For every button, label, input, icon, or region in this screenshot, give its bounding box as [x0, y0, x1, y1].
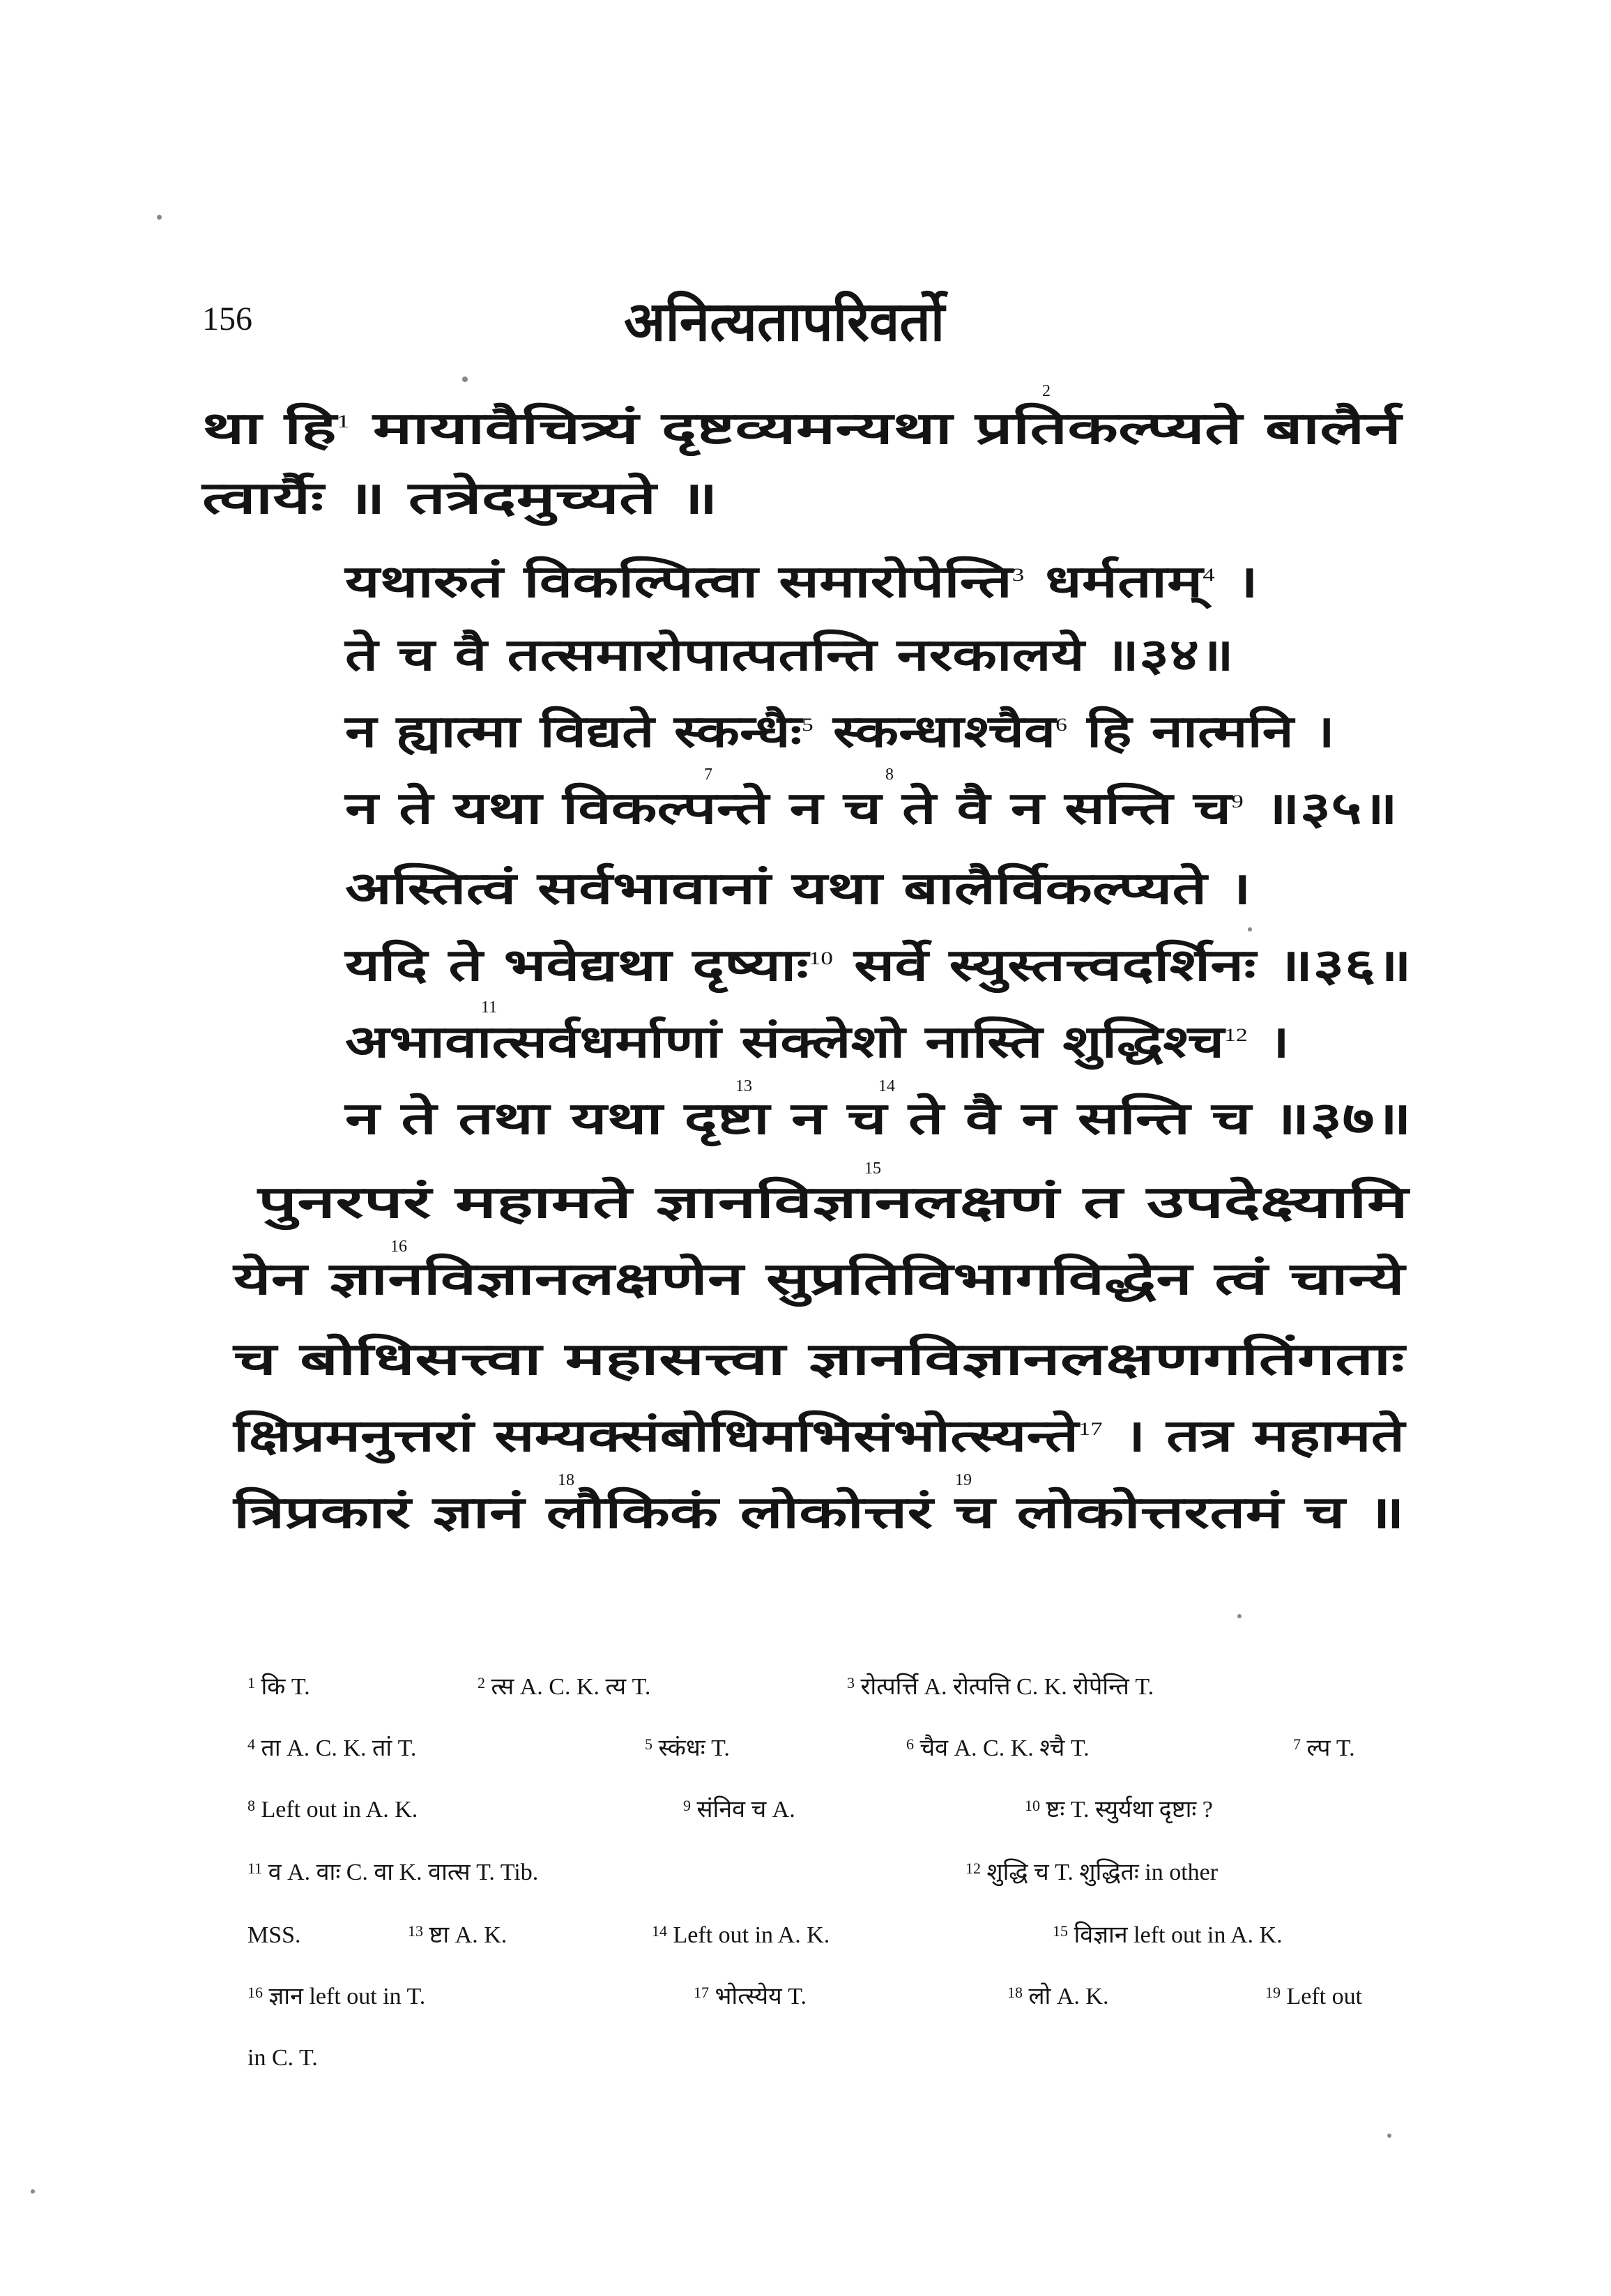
text-line: [202, 467, 718, 530]
footnote: [965, 1852, 1218, 1894]
footnote-number: 3: [847, 1674, 855, 1691]
footnote-marker: 9: [1231, 791, 1244, 812]
text-line: [234, 1482, 1405, 1544]
footnote-text: ल्प T.: [1301, 1735, 1355, 1761]
footnote-number: 17: [694, 1984, 709, 2001]
footnote-number: 9: [683, 1797, 691, 1814]
footnote-number: 6: [906, 1735, 914, 1753]
text-run: अस्तित्वं सर्वभावानां यथा बालैर्विकल्प्यते ।: [345, 863, 1251, 915]
text-run: स्कन्धाश्चैव: [813, 706, 1056, 758]
footnote-marker: 17: [1078, 1419, 1103, 1439]
text-run: ।: [1214, 556, 1258, 608]
footnote-number: 7: [1293, 1735, 1301, 1753]
footnote-text: Left out: [1281, 1984, 1363, 2009]
footnote-text: Left out in A. K.: [667, 1922, 830, 1948]
floating-footnote-marker: 8: [885, 766, 894, 784]
footnote-number: 10: [1025, 1797, 1040, 1814]
page-header: [202, 282, 1415, 359]
text-line: [345, 624, 1234, 687]
footnote: [906, 1728, 1090, 1770]
footnote-text: in C. T.: [247, 2045, 318, 2071]
footnote-number: 18: [1007, 1984, 1023, 2001]
footnote-text: विज्ञान left out in A. K.: [1068, 1922, 1283, 1948]
text-run: । तत्र महामते: [1102, 1411, 1405, 1462]
footnote: [1053, 1915, 1283, 1956]
footnote-text: व A. वाः C. वा K. वात्स T. Tib.: [262, 1860, 539, 1885]
footnote-marker: 1: [336, 411, 350, 432]
footnote-text: स्कंधः T.: [652, 1735, 730, 1761]
footnote: [408, 1915, 507, 1956]
footnote-text: ष्टा A. K.: [423, 1922, 507, 1948]
footnote-marker: 10: [808, 948, 833, 968]
footnote-text: कि T.: [255, 1674, 310, 1700]
footnote: [683, 1789, 795, 1831]
text-line: [345, 1088, 1412, 1150]
footnote: [1265, 1976, 1362, 2018]
footnote-text: चैव A. C. K. श्चै T.: [914, 1735, 1090, 1761]
footnote-row: [247, 1666, 1405, 1712]
footnote-row: [247, 1852, 1405, 1898]
ink-speck: [462, 377, 468, 382]
text-run: न ते तथा यथा दृष्टा न च ते वै न सन्ति च ॥३७॥: [345, 1093, 1412, 1145]
footnote-text: रोत्पर्त्ति A. रोत्पत्ति C. K. रोपेन्ति T.: [855, 1674, 1154, 1700]
floating-footnote-marker: 2: [1042, 382, 1051, 400]
footnote-text: लो A. K.: [1023, 1984, 1109, 2009]
footnote-marker: 5: [802, 715, 814, 735]
floating-footnote-marker: 19: [955, 1471, 972, 1489]
footnote: [1025, 1789, 1213, 1831]
footnote-row: [247, 1789, 1405, 1835]
footnote-number: 19: [1265, 1984, 1281, 2001]
footnote-text: संनिव च A.: [691, 1797, 795, 1823]
running-title: अनित्यतापरिवर्तो: [624, 290, 945, 353]
footnote-number: 4: [247, 1735, 255, 1753]
text-run: अभावात्सर्वधर्माणां संक्लेशो नास्ति शुद्धिश्च: [345, 1017, 1225, 1068]
text-line: [345, 551, 1258, 614]
footnote: [645, 1728, 730, 1770]
footnote: [247, 1852, 538, 1894]
footnote: [478, 1666, 650, 1708]
text-line: [234, 1328, 1405, 1391]
ink-speck: [31, 2189, 35, 2194]
floating-footnote-marker: 13: [735, 1077, 752, 1095]
text-run: था हि: [202, 403, 337, 455]
footnote: [694, 1976, 807, 2018]
footnote-marker: 6: [1055, 715, 1067, 735]
footnote-number: 8: [247, 1797, 255, 1814]
text-line: [345, 934, 1412, 997]
footnote: [247, 1976, 425, 2018]
footnote-marker: 3: [1011, 565, 1025, 585]
text-run: त्रिप्रकारं ज्ञानं लौकिकं लोकोत्तरं च लोकोत्तरतमं च ॥: [234, 1487, 1405, 1539]
text-line: [345, 1011, 1290, 1074]
footnote-row: [247, 1976, 1405, 2022]
footnote-number: 5: [645, 1735, 652, 1753]
footnote-text: Left out in A. K.: [255, 1797, 418, 1823]
floating-footnote-marker: 11: [481, 998, 498, 1017]
floating-footnote-marker: 18: [558, 1471, 574, 1489]
text-line: [258, 1171, 1408, 1234]
footnote-row: [247, 2037, 1405, 2083]
footnote: [1293, 1728, 1355, 1770]
text-run: ते च वै तत्समारोपात्पतन्ति नरकालये ॥३४॥: [345, 630, 1234, 681]
text-run: न ह्यात्मा विद्यते स्कन्धैः: [345, 706, 802, 758]
footnote-text: ता A. C. K. तां T.: [255, 1735, 417, 1761]
footnote-text: शुद्धि च T. शुद्धितः in other: [981, 1860, 1219, 1885]
footnote-text: भोत्स्येय T.: [709, 1984, 807, 2009]
text-run: सर्वे स्युस्तत्त्वदर्शिनः ॥३६॥: [832, 940, 1412, 991]
text-line: [234, 1405, 1405, 1468]
footnote-number: 16: [247, 1984, 263, 2001]
page-number: 156: [202, 301, 252, 337]
footnote-number: 14: [652, 1922, 667, 1940]
footnote-marker: 12: [1224, 1025, 1248, 1045]
text-line: [234, 1248, 1405, 1311]
footnote-marker: 4: [1202, 565, 1215, 585]
footnote-row: [247, 1915, 1405, 1961]
footnote-number: 2: [478, 1674, 485, 1691]
floating-footnote-marker: 14: [878, 1077, 895, 1095]
footnote-number: 12: [965, 1860, 981, 1877]
footnote: [247, 1915, 301, 1956]
footnote-text: ष्टः T. स्युर्यथा दृष्टाः ?: [1040, 1797, 1213, 1823]
footnote: [247, 2037, 318, 2079]
text-run: च बोधिसत्त्वा महासत्त्वा ज्ञानविज्ञानलक्षणगतिंगताः: [234, 1334, 1405, 1385]
text-run: यदि ते भवेद्यथा दृष्याः: [345, 940, 809, 991]
footnote-row: [247, 1728, 1405, 1774]
footnote-number: 13: [408, 1922, 423, 1940]
ink-speck: [1237, 1614, 1242, 1618]
text-line: [202, 397, 1401, 460]
footnote-number: 11: [247, 1860, 263, 1877]
text-line: [345, 858, 1251, 920]
floating-footnote-marker: 7: [704, 766, 712, 784]
text-line: [345, 777, 1398, 840]
text-run: ॥३५॥: [1243, 783, 1398, 835]
footnote: [1007, 1976, 1108, 2018]
text-run: मायावैचित्र्यं दृष्टव्यमन्यथा प्रतिकल्प्यते बालैर्न: [349, 403, 1401, 455]
text-run: पुनरपरं महामते ज्ञानविज्ञानलक्षणं त उपदेक्ष्यामि: [258, 1177, 1408, 1229]
text-run: हि नात्मनि ।: [1067, 706, 1335, 758]
text-run: क्षिप्रमनुत्तरां सम्यक्संबोधिमभिसंभोत्स्यन्ते: [234, 1411, 1079, 1462]
footnote-text: MSS.: [247, 1922, 301, 1948]
ink-speck: [157, 215, 162, 220]
text-run: न ते यथा विकल्पन्ते न च ते वै न सन्ति च: [345, 783, 1232, 835]
text-run: यथारुतं विकल्पित्वा समारोपेन्ति: [345, 556, 1012, 608]
footnote-number: 1: [247, 1674, 255, 1691]
ink-speck: [1387, 2134, 1391, 2138]
footnote: [652, 1915, 830, 1956]
footnote-text: त्स A. C. K. त्य T.: [485, 1674, 651, 1700]
text-run: त्वार्यैः ॥ तत्रेदमुच्यते ॥: [202, 473, 718, 524]
floating-footnote-marker: 16: [390, 1238, 407, 1256]
footnote: [247, 1789, 418, 1831]
footnote-text: ज्ञान left out in T.: [263, 1984, 426, 2009]
footnote: [247, 1666, 310, 1708]
text-line: [345, 701, 1335, 763]
ink-speck: [1248, 927, 1252, 932]
text-run: ।: [1247, 1017, 1290, 1068]
text-run: येन ज्ञानविज्ञानलक्षणेन सुप्रतिविभागविद्धेन त्वं चान्ये: [234, 1254, 1405, 1305]
footnote-number: 15: [1053, 1922, 1068, 1940]
footnote: [247, 1728, 416, 1770]
footnote: [847, 1666, 1154, 1708]
text-run: धर्मताम्: [1024, 556, 1203, 608]
floating-footnote-marker: 15: [864, 1160, 881, 1178]
